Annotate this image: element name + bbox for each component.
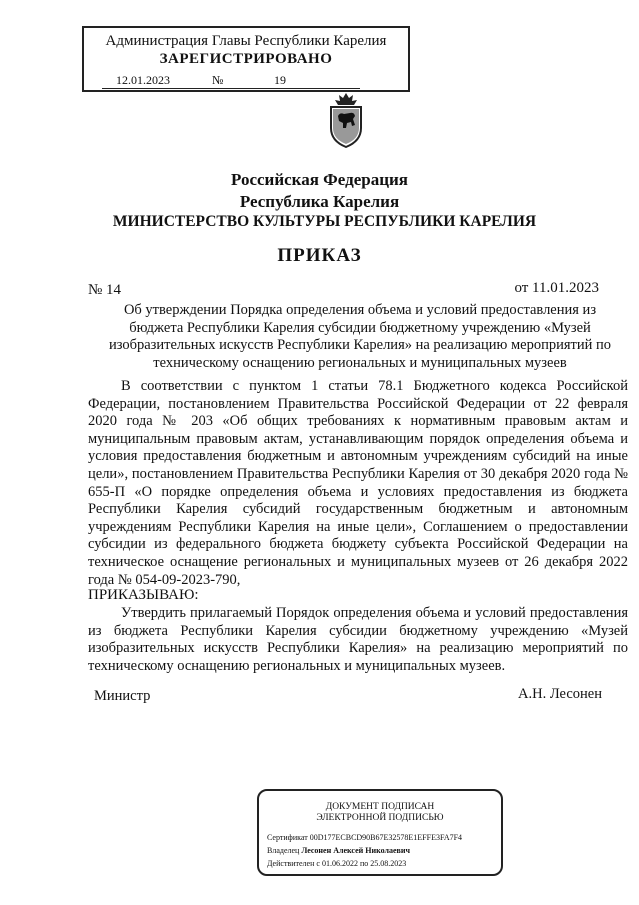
esign-cert-label: Сертификат [267,833,308,842]
esign-valid-label: Действителен [267,859,315,868]
esign-owner [267,846,410,855]
esign-valid-to: 25.08.2023 [370,859,407,868]
registration-stamp [82,26,410,92]
order-number: № 14 [88,282,122,298]
stamp-date: 12.01.2023 [116,73,170,87]
karelia-coat-of-arms-icon [326,92,366,148]
esign-valid-from-label: с [316,859,320,868]
order-operative-paragraph: Утвердить прилагаемый Порядок определения объема и условий предоставления из бюджета Республики Карелия субсидии бюджетному учреждению «Музей изобразительных искусств Республики Карелия» на реализацию мероприятий по техническому оснащению региональных и муниципальных музеев. [88,605,628,674]
stamp-underline [102,88,360,89]
header-ministry: МИНИСТЕРСТВО КУЛЬТУРЫ РЕСПУБЛИКИ КАРЕЛИЯ [112,213,537,230]
signer-position: Министр [94,688,151,704]
order-date: от 11.01.2023 [514,280,599,296]
esign-owner-value: Лесонен Алексей Николаевич [301,846,410,855]
esign-title-line2: ЭЛЕКТРОННОЙ ПОДПИСЬЮ [316,813,444,823]
order-title: Об утверждении Порядка определения объема и условий предоставления из бюджета Республики Карелия субсидии бюджетному учреждению «Музей изобразительных искусств Республики Карелия» на реализацию мероприятий по техническому оснащению региональных и муниципальных музеев [108,302,612,371]
esign-valid-from: 01.06.2022 [321,859,358,868]
stamp-number-label: № [212,73,224,87]
esign-title-line1: ДОКУМЕНТ ПОДПИСАН [325,802,435,812]
preamble-paragraph: В соответствии с пунктом 1 статьи 78.1 Бюджетного кодекса Российской Федерации, постановлением Правительства Российской Федерации от 22 февраля 2020 года № 203 «Об общих требованиях к нормативным правовым актам и муниципальным правовым актам, устанавливающим порядок определения объема и условия предоставления бюджетным и автономным учреждениям субсидий на иные цели», постановлением Правительства Республики Карелия от 30 декабря 2020 года № 655-П «О порядке определения объема и условиях предоставления из бюджета Республики Карелия субсидий государственным бюджетным и автономным учреждениям Республики Карелия на иные цели», Соглашением о предоставлении субсидии из федерального бюджета бюджету субъекта Российской Федерации на техническое оснащение региональных и муниципальных музеев от 26 декабря 2022 года № 054-09-2023-790, [88,378,628,588]
esign-cert-value: 00D177ECBCD90B67E32578E1EFFE3FA7F4 [309,833,463,842]
prikazyvayu-heading: ПРИКАЗЫВАЮ: [88,587,199,603]
esign-validity [267,859,406,868]
header-country: Российская Федерация [231,170,408,189]
esign-owner-label: Владелец [267,846,300,855]
electronic-signature-stamp [257,789,503,876]
stamp-number: 19 [274,73,286,87]
esign-certificate [267,833,462,842]
stamp-authority: Администрация Главы Республики Карелия [105,33,387,49]
stamp-registered: ЗАРЕГИСТРИРОВАНО [159,51,333,67]
header-republic: Республика Карелия [239,192,400,211]
document-type: ПРИКАЗ [277,245,362,266]
signer-name: А.Н. Лесонен [518,686,602,702]
esign-valid-to-label: по [359,859,369,868]
